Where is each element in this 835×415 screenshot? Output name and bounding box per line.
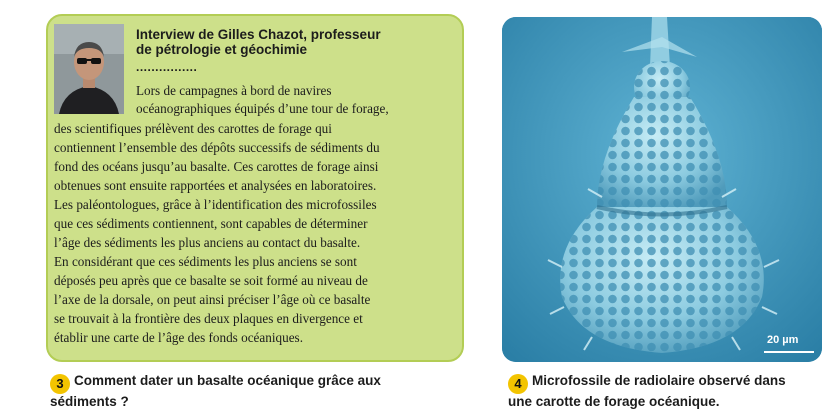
text-line-11: déposés peu après que ce basalte se soit formé au niveau de — [54, 273, 368, 288]
text-line-13: se trouvait à la frontière des deux plaques en divergence et — [54, 311, 363, 326]
text-line-1: Lors de campagnes à bord de navires — [136, 83, 332, 98]
text-line-8: que ces sédiments contiennent, sont capables de déterminer — [54, 216, 368, 231]
text-line-3: des scientifiques prélèvent des carottes de forage qui — [54, 121, 332, 136]
doc4-caption-line-1: Microfossile de radiolaire observé dans — [532, 373, 786, 388]
doc3-caption — [50, 373, 460, 409]
text-line-7: Les paléontologues, grâce à l’identification des microfossiles — [54, 197, 377, 212]
scale-bar — [764, 351, 814, 353]
heading-line-1: Interview de Gilles Chazot, professeur — [136, 27, 381, 42]
doc4-caption — [508, 373, 828, 409]
heading-dots: ................ — [136, 60, 198, 74]
doc4-number-badge: 4 — [508, 374, 528, 394]
text-line-2: océanographiques équipés d’une tour de forage, — [136, 101, 389, 116]
scale-label: 20 µm — [767, 334, 799, 346]
text-line-5: fond des océans jusqu’au basalte. Ces carottes de forage ainsi — [54, 159, 379, 174]
heading-line-2: de pétrologie et géochimie — [136, 42, 308, 57]
interviewee-photo — [54, 24, 124, 114]
interview-heading — [136, 27, 456, 57]
doc3-caption-line-1: Comment dater un basalte océanique grâce aux — [74, 373, 381, 388]
text-line-10: En considérant que ces sédiments les plus anciens se sont — [54, 254, 357, 269]
text-line-12: l’axe de la dorsale, on peut ainsi préciser l’âge où ce basalte — [54, 292, 371, 307]
text-line-14: établir une carte de l’âge des fonds océaniques. — [54, 330, 303, 345]
doc4-caption-line-2: une carotte de forage océanique. — [508, 394, 720, 409]
text-line-4: contiennent l’ensemble des dépôts successifs de sédiments du — [54, 140, 380, 155]
text-line-6: obtenues sont ensuite rapportées et analysées en laboratoires. — [54, 178, 377, 193]
text-line-9: l’âge des sédiments les plus anciens au contact du basalte. — [54, 235, 361, 250]
radiolarian-micrograph — [502, 17, 822, 362]
doc3-caption-line-2: sédiments ? — [50, 394, 129, 409]
doc3-number-badge: 3 — [50, 374, 70, 394]
